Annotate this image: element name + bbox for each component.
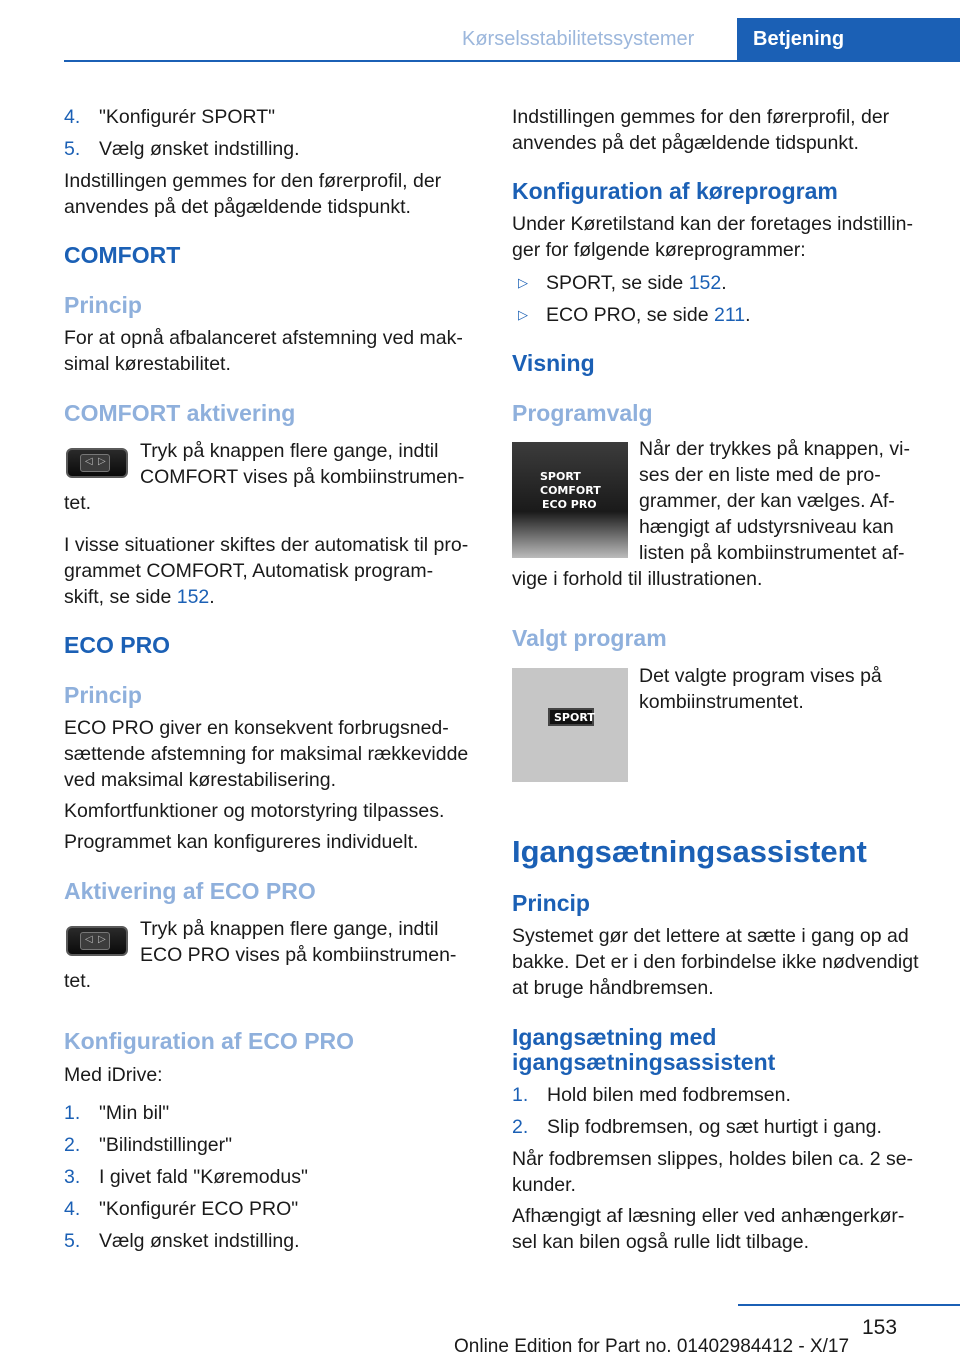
paragraph-line: I visse situationer skiftes der automatisk til pro-: [64, 534, 469, 556]
paragraph-line: ved maksimal kørestabilisering.: [64, 769, 337, 791]
rocker-right-icon: ▷: [98, 934, 106, 945]
paragraph-line: ses der en liste med de pro-: [639, 464, 881, 486]
step-text: Slip fodbremsen, og sæt hurtigt i gang.: [547, 1116, 882, 1138]
subheading-comfort-aktivering: COMFORT aktivering: [64, 400, 296, 426]
paragraph-line: listen på kombiinstrumentet af-: [639, 542, 905, 564]
subheading-aktivering-eco-pro: Aktivering af ECO PRO: [64, 878, 316, 904]
step-text: Vælg ønsket indstilling.: [99, 1230, 300, 1252]
paragraph-line: Programmet kan konfigureres individuelt.: [64, 831, 419, 853]
rocker-right-icon: ▷: [98, 456, 106, 467]
step-text: I givet fald "Køremodus": [99, 1166, 308, 1188]
paragraph-line: Indstillingen gemmes for den førerprofil, der: [512, 106, 890, 128]
paragraph-line: kombiinstrumentet.: [639, 691, 804, 713]
paragraph-line: Komfortfunktioner og motorstyring tilpasses.: [64, 800, 445, 822]
list-item: SPORT, se side 152.: [546, 272, 727, 294]
page-link[interactable]: 152: [688, 272, 722, 294]
program-badge-label: SPORT: [554, 711, 595, 724]
header-section-title: Kørselsstabilitetssystemer: [462, 28, 695, 50]
subheading-igangsaetning-med: Igangsætning med: [512, 1024, 717, 1050]
step-text: "Konfigurér SPORT": [99, 106, 276, 128]
subheading-igangsaetning-med: igangsætningsassistent: [512, 1049, 776, 1075]
drive-mode-button-icon: [66, 448, 128, 478]
button-rocker: [80, 454, 110, 472]
subheading-konfiguration-koreprogram: Konfiguration af køreprogram: [512, 178, 838, 204]
step-number: 2.: [512, 1116, 529, 1138]
paragraph-line: For at opnå afbalanceret afstemning ved mak-: [64, 327, 463, 349]
header-tab-label: Betjening: [753, 28, 845, 50]
paragraph-line: Tryk på knappen flere gange, indtil: [140, 440, 439, 462]
paragraph-line: Når fodbremsen slippes, holdes bilen ca. 2 se-: [512, 1148, 914, 1170]
step-number: 1.: [512, 1084, 529, 1106]
paragraph-line: sættende afstemning for maksimal rækkevidde: [64, 743, 469, 765]
step-number: 3.: [64, 1166, 81, 1188]
paragraph-line: grammet COMFORT, Automatisk program-: [64, 560, 434, 582]
step-number: 4.: [64, 1198, 81, 1220]
paragraph-line: hængigt af udstyrsniveau kan: [639, 516, 894, 538]
paragraph-line: Med iDrive:: [64, 1064, 163, 1086]
display-item: ECO PRO: [542, 498, 597, 511]
list-item: ECO PRO, se side 211.: [546, 304, 751, 326]
page-header: [0, 0, 960, 62]
step-number: 4.: [64, 106, 81, 128]
chapter-heading-igangsaetningsassistent: Igangsætningsassistent: [512, 834, 867, 869]
subheading-konfiguration-eco-pro: Konfiguration af ECO PRO: [64, 1028, 355, 1054]
paragraph-line: at bruge håndbremsen.: [512, 977, 714, 999]
paragraph-line: ger for følgende køreprogrammer:: [512, 239, 806, 261]
step-number: 1.: [64, 1102, 81, 1124]
paragraph-line: tet.: [64, 492, 92, 514]
paragraph-line: bakke. Det er i den forbindelse ikke nødvendigt: [512, 951, 919, 973]
paragraph-line: Når der trykkes på knappen, vi-: [639, 438, 910, 460]
subheading-princip: Princip: [64, 292, 142, 318]
paragraph-line: simal kørestabilitet.: [64, 353, 231, 375]
paragraph-line: kunder.: [512, 1174, 576, 1196]
page-number: 153: [862, 1316, 898, 1339]
paragraph-line: ECO PRO vises på kombiinstrumen-: [140, 944, 457, 966]
paragraph-line: anvendes på det pågældende tidspunkt.: [64, 196, 411, 218]
paragraph-line: grammer, der kan vælges. Af-: [639, 490, 895, 512]
paragraph-line: COMFORT vises på kombiinstrumen-: [140, 466, 465, 488]
paragraph-line: Systemet gør det lettere at sætte i gang op ad: [512, 925, 909, 947]
program-list-display-image: [512, 442, 628, 558]
step-text: "Konfigurér ECO PRO": [99, 1198, 299, 1220]
section-heading-comfort: COMFORT: [64, 242, 181, 268]
subheading-princip: Princip: [64, 682, 142, 708]
paragraph-line: Det valgte program vises på: [639, 665, 882, 687]
bullet-triangle-icon: ▷: [518, 275, 528, 290]
paragraph-line: Indstillingen gemmes for den førerprofil, der: [64, 170, 442, 192]
header-tab: [737, 18, 960, 62]
subheading-programvalg: Programvalg: [512, 400, 653, 426]
step-text: Vælg ønsket indstilling.: [99, 138, 300, 160]
rocker-left-icon: ◁: [85, 934, 93, 945]
display-item: SPORT: [540, 470, 581, 483]
paragraph-line: Under Køretilstand kan der foretages indstillin-: [512, 213, 914, 235]
paragraph-line: ECO PRO giver en konsekvent forbrugsned-: [64, 717, 449, 739]
step-number: 2.: [64, 1134, 81, 1156]
paragraph-line: skift, se side 152.: [64, 586, 215, 608]
step-text: "Bilindstillinger": [99, 1134, 233, 1156]
section-heading-eco-pro: ECO PRO: [64, 632, 171, 658]
paragraph-line: Tryk på knappen flere gange, indtil: [140, 918, 439, 940]
paragraph-line: anvendes på det pågældende tidspunkt.: [512, 132, 859, 154]
step-number: 5.: [64, 1230, 81, 1252]
paragraph-line: Afhængigt af læsning eller ved anhængerkør-: [512, 1205, 905, 1227]
footer-divider: [738, 1304, 960, 1306]
step-text: Hold bilen med fodbremsen.: [547, 1084, 791, 1106]
display-item: COMFORT: [540, 484, 601, 497]
page-link[interactable]: 211: [713, 304, 746, 326]
rocker-left-icon: ◁: [85, 456, 93, 467]
subheading-princip: Princip: [512, 890, 590, 916]
footer-edition: Online Edition for Part no. 01402984412 - X/17: [454, 1336, 850, 1357]
paragraph-line: vige i forhold til illustrationen.: [512, 568, 763, 590]
paragraph-line: sel kan bilen også rulle lidt tilbage.: [512, 1231, 810, 1253]
page-link[interactable]: 152: [176, 586, 210, 608]
button-rocker: [80, 932, 110, 950]
step-text: "Min bil": [99, 1102, 170, 1124]
drive-mode-button-icon: [66, 926, 128, 956]
program-badge: [548, 708, 594, 726]
section-heading-visning: Visning: [512, 350, 595, 376]
header-divider: [64, 60, 737, 62]
paragraph-line: tet.: [64, 970, 92, 992]
bullet-triangle-icon: ▷: [518, 307, 528, 322]
selected-program-display-image: [512, 668, 628, 782]
step-number: 5.: [64, 138, 81, 160]
subheading-valgt-program: Valgt program: [512, 625, 667, 651]
